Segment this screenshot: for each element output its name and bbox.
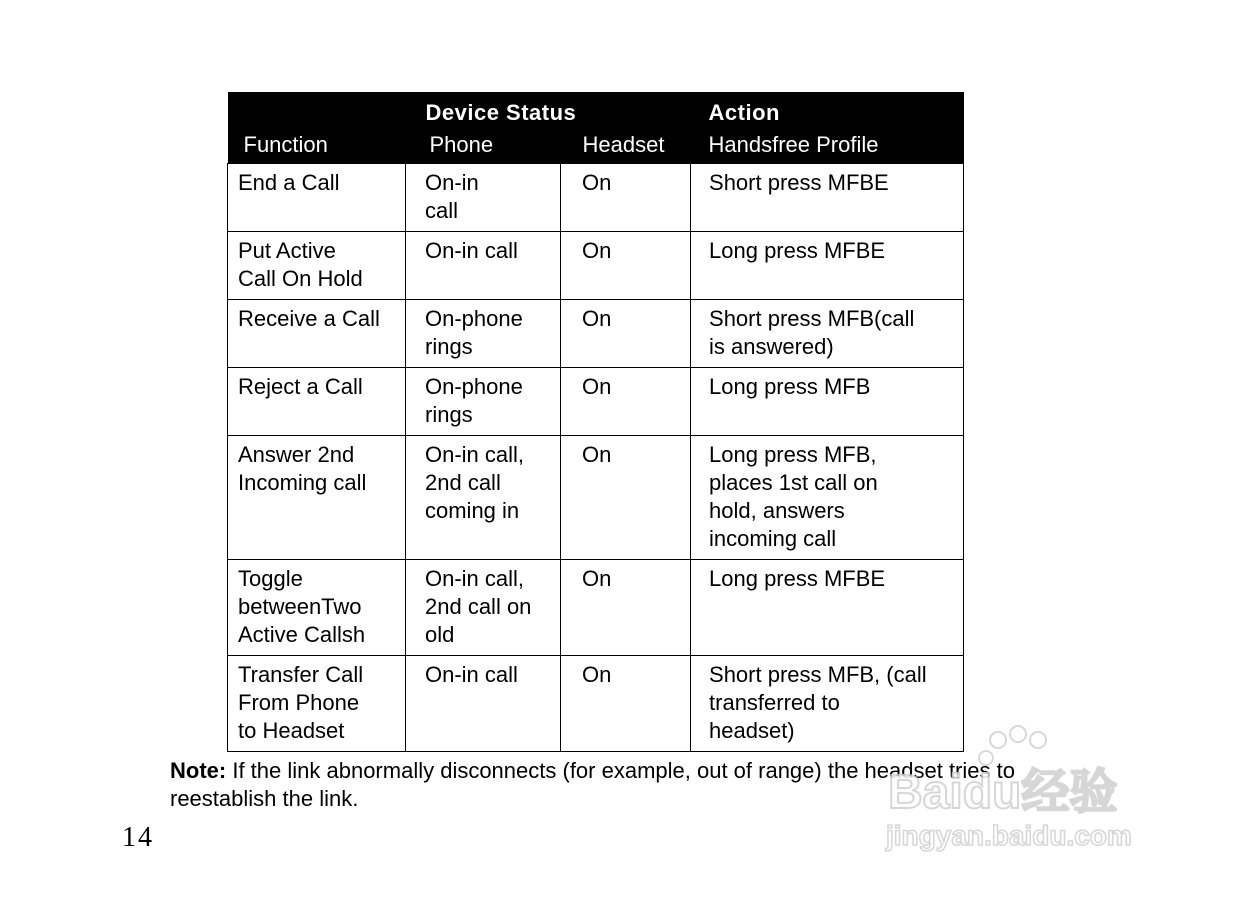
table-row xyxy=(228,436,964,560)
cell-headset: On xyxy=(561,656,691,752)
column-header-phone: Phone xyxy=(406,126,561,164)
table-row xyxy=(228,232,964,300)
column-header-row xyxy=(228,126,964,164)
group-header-row xyxy=(228,92,964,126)
function-table-container xyxy=(227,92,963,752)
column-header-headset: Headset xyxy=(561,126,691,164)
table-row xyxy=(228,368,964,436)
cell-phone: On-in call, 2nd call coming in xyxy=(406,436,561,560)
group-header-device-status: Device Status xyxy=(406,92,691,126)
table-row xyxy=(228,300,964,368)
note-text: If the link abnormally disconnects (for example, out of range) the headset tries to reestablish the link. xyxy=(170,758,1015,811)
cell-phone: On-phone rings xyxy=(406,368,561,436)
cell-action: Short press MFB, (call transferred to headset) xyxy=(691,656,964,752)
cell-headset: On xyxy=(561,560,691,656)
cell-action: Long press MFB, places 1st call on hold, answers incoming call xyxy=(691,436,964,560)
cell-function: Put Active Call On Hold xyxy=(228,232,406,300)
cell-function: Receive a Call xyxy=(228,300,406,368)
cell-action: Short press MFBE xyxy=(691,164,964,232)
table-row xyxy=(228,164,964,232)
table-row xyxy=(228,560,964,656)
cell-headset: On xyxy=(561,368,691,436)
group-header-empty xyxy=(228,92,406,126)
cell-headset: On xyxy=(561,300,691,368)
cell-headset: On xyxy=(561,436,691,560)
column-header-function: Function xyxy=(228,126,406,164)
cell-phone: On-in call xyxy=(406,232,561,300)
cell-function: Reject a Call xyxy=(228,368,406,436)
cell-action: Long press MFB xyxy=(691,368,964,436)
cell-phone: On-in call xyxy=(406,656,561,752)
watermark-brand-text: Baidu经验 xyxy=(888,766,1118,819)
note-label: Note: xyxy=(170,758,227,783)
cell-headset: On xyxy=(561,164,691,232)
cell-phone: On-phone rings xyxy=(406,300,561,368)
note-paragraph xyxy=(170,757,1090,813)
cell-phone: On-in call xyxy=(406,164,561,232)
cell-function: Toggle betweenTwo Active Callsh xyxy=(228,560,406,656)
cell-headset: On xyxy=(561,232,691,300)
watermark-url-text: jingyan.baidu.com xyxy=(886,820,1132,851)
cell-action: Short press MFB(call is answered) xyxy=(691,300,964,368)
table-row xyxy=(228,656,964,752)
group-header-action: Action xyxy=(691,92,964,126)
cell-function: Transfer Call From Phone to Headset xyxy=(228,656,406,752)
cell-phone: On-in call, 2nd call on old xyxy=(406,560,561,656)
cell-function: End a Call xyxy=(228,164,406,232)
cell-function: Answer 2nd Incoming call xyxy=(228,436,406,560)
function-table xyxy=(227,92,964,752)
cell-action: Long press MFBE xyxy=(691,232,964,300)
page-number: 14 xyxy=(122,822,154,853)
cell-action: Long press MFBE xyxy=(691,560,964,656)
column-header-handsfree-profile: Handsfree Profile xyxy=(691,126,964,164)
